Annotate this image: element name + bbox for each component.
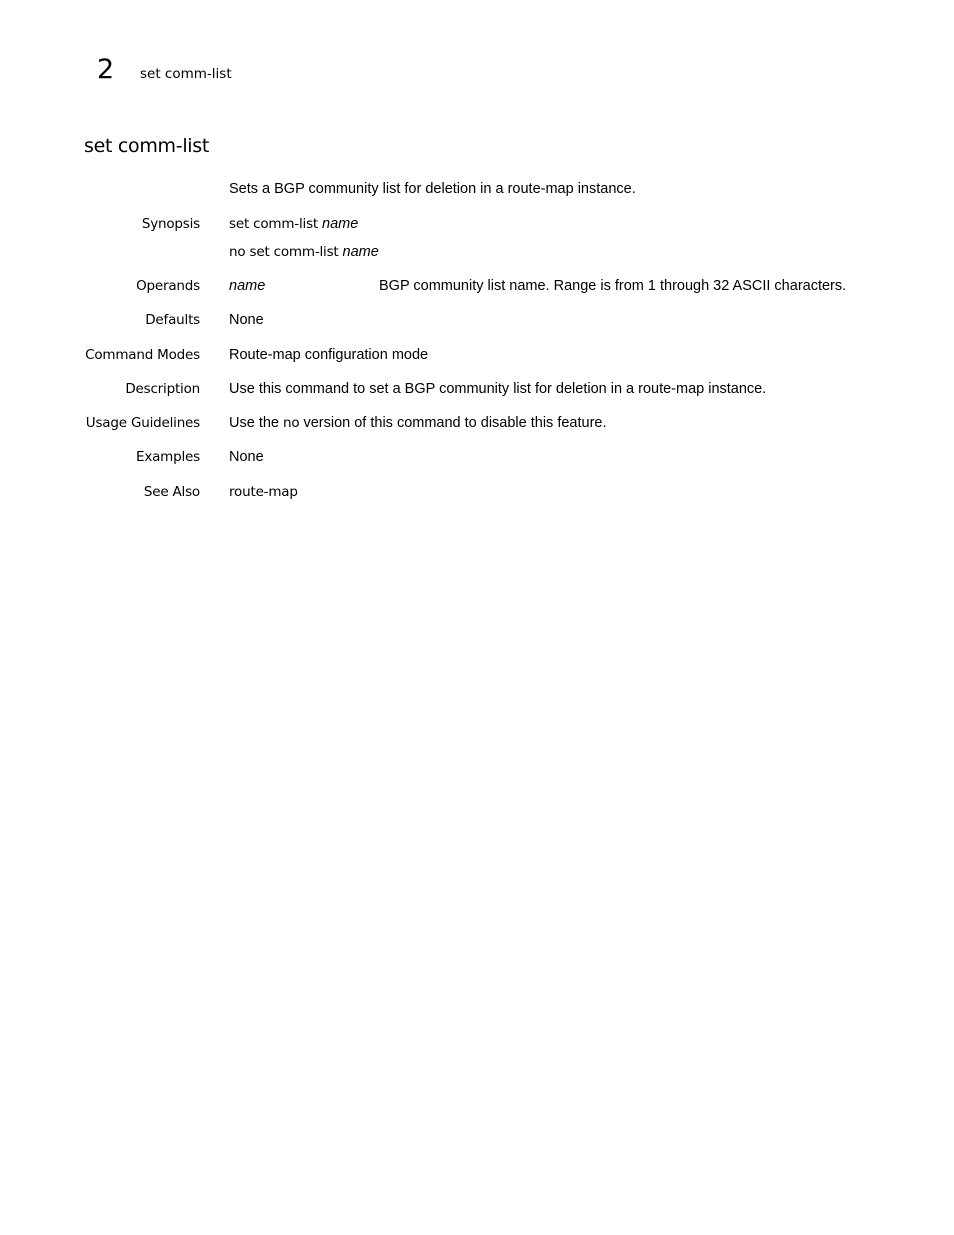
usage-prefix: Use the [229,415,279,431]
description-value: Use this command to set a BGP community list for deletion in a route-map instance. [229,381,767,397]
operand-name: name [229,278,266,294]
command-modes-value: Route-map configuration mode [229,347,429,363]
examples-label: Examples [135,449,200,465]
synopsis-no-argument: name [342,244,379,260]
defaults-value: None [229,312,264,328]
synopsis-line-1 [229,215,358,233]
description-label: Description [125,381,200,397]
operand-description: BGP community list name. Range is from 1 through 32 ASCII characters. [379,278,847,294]
page-title: set comm-list [84,135,210,157]
examples-value: None [229,449,264,465]
operands-label: Operands [136,278,200,294]
usage-keyword: no [283,415,300,431]
usage-guidelines-label: Usage Guidelines [85,415,200,431]
synopsis-argument: name [322,216,359,232]
usage-suffix: version of this command to disable this feature. [303,415,607,431]
synopsis-label: Synopsis [141,216,200,232]
running-head: set comm-list [140,66,232,82]
synopsis-line-2 [229,243,379,261]
synopsis-command: set comm-list [229,216,319,232]
intro-text: Sets a BGP community list for deletion in a route-map instance. [229,181,636,197]
see-also-link[interactable]: route-map [229,484,298,500]
synopsis-no-command: no set comm-list [229,244,339,260]
command-modes-label: Command Modes [85,347,200,363]
chapter-number: 2 [97,54,115,85]
usage-guidelines-value [229,414,607,432]
defaults-label: Defaults [145,312,200,328]
see-also-label: See Also [143,484,200,500]
